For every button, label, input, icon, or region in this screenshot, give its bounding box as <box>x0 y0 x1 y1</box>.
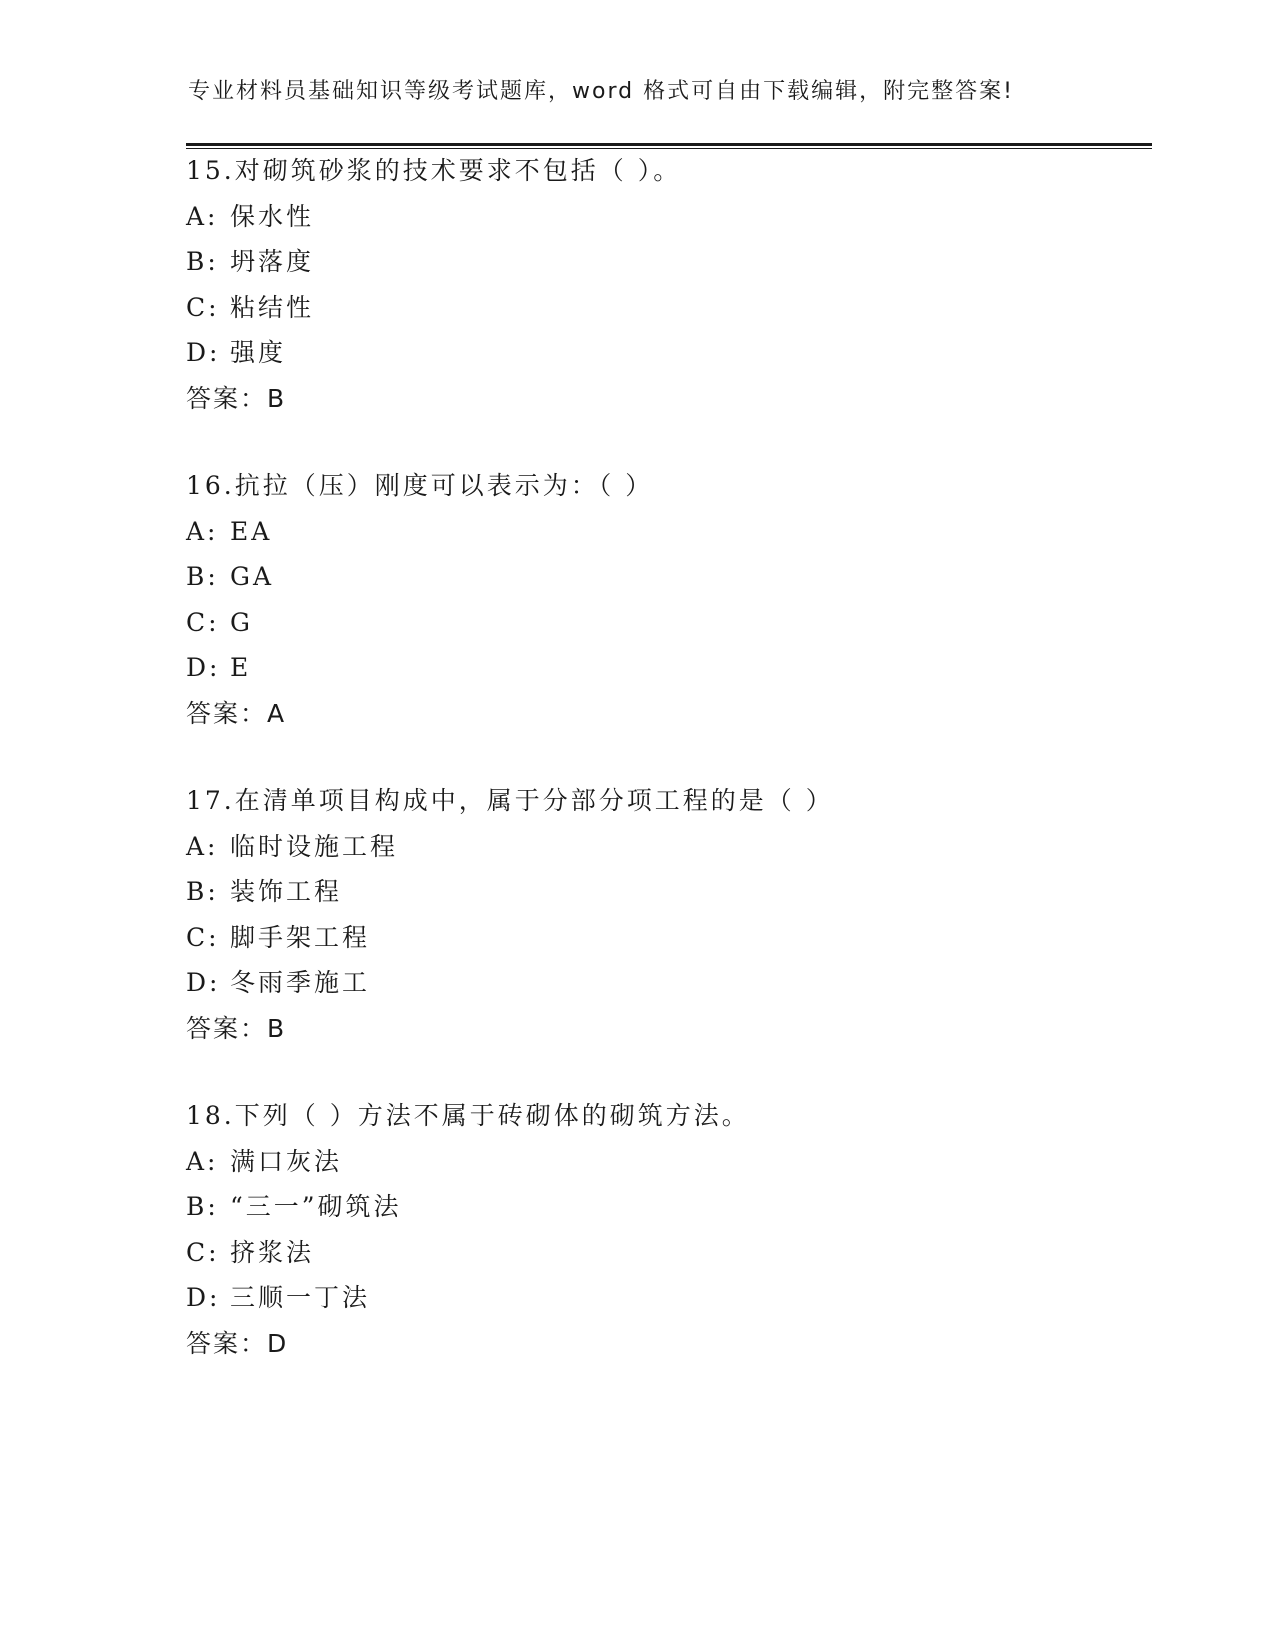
option-key: A: <box>186 201 219 231</box>
option-text: 脚手架工程 <box>230 922 371 952</box>
option-a <box>186 824 1146 870</box>
answer-value: B <box>267 1013 287 1043</box>
answer-line <box>186 1321 1146 1367</box>
option-key: C: <box>186 607 220 637</box>
question-16 <box>186 463 1146 736</box>
answer-value: B <box>267 383 287 413</box>
option-key: C: <box>186 1237 220 1267</box>
option-key: B: <box>186 562 219 591</box>
option-key: C: <box>186 292 220 322</box>
page-header: 专业材料员基础知识等级考试题库，word 格式可自由下载编辑，附完整答案! <box>188 79 1014 104</box>
option-d <box>186 330 1146 376</box>
option-key: C: <box>186 922 220 952</box>
answer-label: 答案： <box>186 1013 268 1043</box>
option-a <box>186 1139 1146 1185</box>
header-rule-thick <box>186 143 1152 146</box>
answer-label: 答案： <box>186 1328 268 1358</box>
option-d <box>186 645 1146 691</box>
answer-line <box>186 691 1146 737</box>
option-text: 坍落度 <box>230 247 315 276</box>
option-text: “三一”砌筑法 <box>230 1192 402 1221</box>
option-c <box>186 915 1146 961</box>
option-text: E <box>230 653 252 682</box>
option-d <box>186 960 1146 1006</box>
question-stem: 18.下列（ ）方法不属于砖砌体的砌筑方法。 <box>186 1101 750 1130</box>
option-text: 装饰工程 <box>230 877 343 906</box>
question-stem: 17.在清单项目构成中，属于分部分项工程的是（ ） <box>186 786 834 815</box>
option-c <box>186 600 1146 646</box>
option-text: 三顺一丁法 <box>230 1283 371 1312</box>
option-text: 冬雨季施工 <box>230 968 371 997</box>
option-key: B: <box>186 1192 219 1221</box>
option-key: A: <box>186 516 219 546</box>
option-a <box>186 509 1146 555</box>
option-text: 挤浆法 <box>230 1237 315 1267</box>
option-text: GA <box>230 562 275 591</box>
option-c <box>186 1230 1146 1276</box>
option-key: D: <box>186 968 221 997</box>
option-key: B: <box>186 877 219 906</box>
option-d <box>186 1275 1146 1321</box>
question-stem: 15.对砌筑砂浆的技术要求不包括（ ）。 <box>186 156 682 185</box>
question-15 <box>186 148 1146 421</box>
option-text: 保水性 <box>230 201 315 231</box>
answer-value: D <box>267 1328 289 1358</box>
option-key: B: <box>186 247 219 276</box>
answer-line <box>186 376 1146 422</box>
option-text: 强度 <box>230 338 287 367</box>
answer-label: 答案： <box>186 383 268 413</box>
option-b <box>186 239 1146 285</box>
option-b <box>186 1184 1146 1230</box>
option-text: 满口灰法 <box>230 1146 343 1176</box>
option-b <box>186 869 1146 915</box>
option-a <box>186 194 1146 240</box>
option-key: A: <box>186 1146 219 1176</box>
answer-label: 答案： <box>186 698 268 728</box>
option-key: D: <box>186 338 221 367</box>
option-text: 粘结性 <box>230 292 315 322</box>
answer-value: A <box>267 698 287 728</box>
option-c <box>186 285 1146 331</box>
option-text: G <box>230 607 253 637</box>
option-key: D: <box>186 653 221 682</box>
option-text: EA <box>230 516 273 546</box>
question-17 <box>186 778 1146 1051</box>
question-stem: 16.抗拉（压）刚度可以表示为：（ ） <box>186 471 654 500</box>
option-b <box>186 554 1146 600</box>
option-key: D: <box>186 1283 221 1312</box>
option-text: 临时设施工程 <box>230 831 399 861</box>
option-key: A: <box>186 831 219 861</box>
answer-line <box>186 1006 1146 1052</box>
question-18 <box>186 1093 1146 1366</box>
